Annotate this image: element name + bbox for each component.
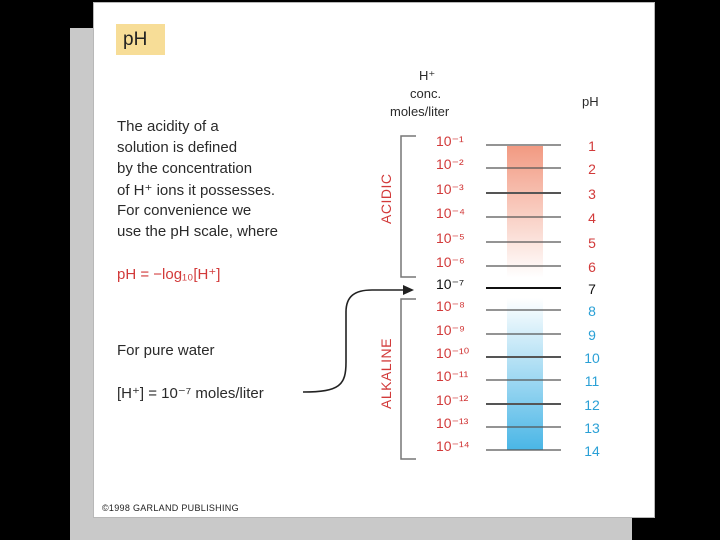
concentration-label: 10⁻²	[436, 156, 464, 172]
acidic-label: ACIDIC	[378, 173, 394, 224]
description-line: The acidity of a	[117, 118, 219, 135]
description-line: of H⁺ ions it possesses.	[117, 182, 275, 199]
ph-value-label: 6	[588, 259, 596, 275]
copyright-notice: ©1998 GARLAND PUBLISHING	[102, 503, 239, 513]
pointer-arrowhead	[403, 285, 414, 295]
acidic-gradient-bar	[507, 146, 543, 278]
ph-value-label: 4	[588, 210, 596, 226]
alkaline-bracket	[401, 299, 416, 459]
concentration-label: 10⁻¹⁴	[436, 438, 470, 454]
ph-value-label: 10	[584, 350, 600, 366]
page-title: pH	[123, 29, 148, 50]
ph-value-label: 7	[588, 281, 596, 297]
ph-value-label: 9	[588, 327, 596, 343]
concentration-label: 10⁻⁷	[436, 276, 465, 292]
ph-value-label: 1	[588, 138, 596, 154]
header-conc-2: conc.	[410, 86, 442, 101]
concentration-label: 10⁻⁶	[436, 254, 465, 270]
concentration-label: 10⁻¹⁰	[436, 345, 470, 361]
concentration-label: 10⁻³	[436, 181, 464, 197]
ph-formula: pH = −log₁₀[H⁺]	[117, 266, 221, 283]
header-conc-3: moles/liter	[390, 104, 450, 119]
ph-value-label: 2	[588, 161, 596, 177]
alkaline-label: ALKALINE	[378, 338, 394, 409]
description-line: solution is defined	[117, 139, 238, 156]
description-line: For convenience we	[117, 202, 252, 219]
concentration-label: 10⁻⁹	[436, 322, 465, 338]
concentration-label: 10⁻¹²	[436, 392, 469, 408]
ph-value-label: 11	[584, 373, 600, 389]
pure-water-value: [H⁺] = 10⁻⁷ moles/liter	[117, 385, 264, 402]
header-conc-1: H⁺	[419, 68, 436, 83]
header-ph: pH	[582, 94, 599, 109]
ph-value-label: 12	[584, 397, 600, 413]
concentration-label: 10⁻¹¹	[436, 368, 469, 384]
description-line: use the pH scale, where	[117, 223, 278, 240]
concentration-label: 10⁻¹	[436, 133, 464, 149]
concentration-label: 10⁻⁸	[436, 298, 465, 314]
ph-value-label: 5	[588, 235, 596, 251]
concentration-label: 10⁻⁵	[436, 230, 465, 246]
acidic-bracket	[401, 136, 416, 277]
concentration-label: 10⁻¹³	[436, 415, 469, 431]
ph-value-label: 13	[584, 420, 600, 436]
description-line: by the concentration	[117, 160, 253, 177]
ph-value-label: 3	[588, 186, 596, 202]
concentration-label: 10⁻⁴	[436, 205, 465, 221]
pure-water-label: For pure water	[117, 342, 215, 359]
ph-value-label: 8	[588, 303, 596, 319]
ph-value-label: 14	[584, 443, 600, 459]
